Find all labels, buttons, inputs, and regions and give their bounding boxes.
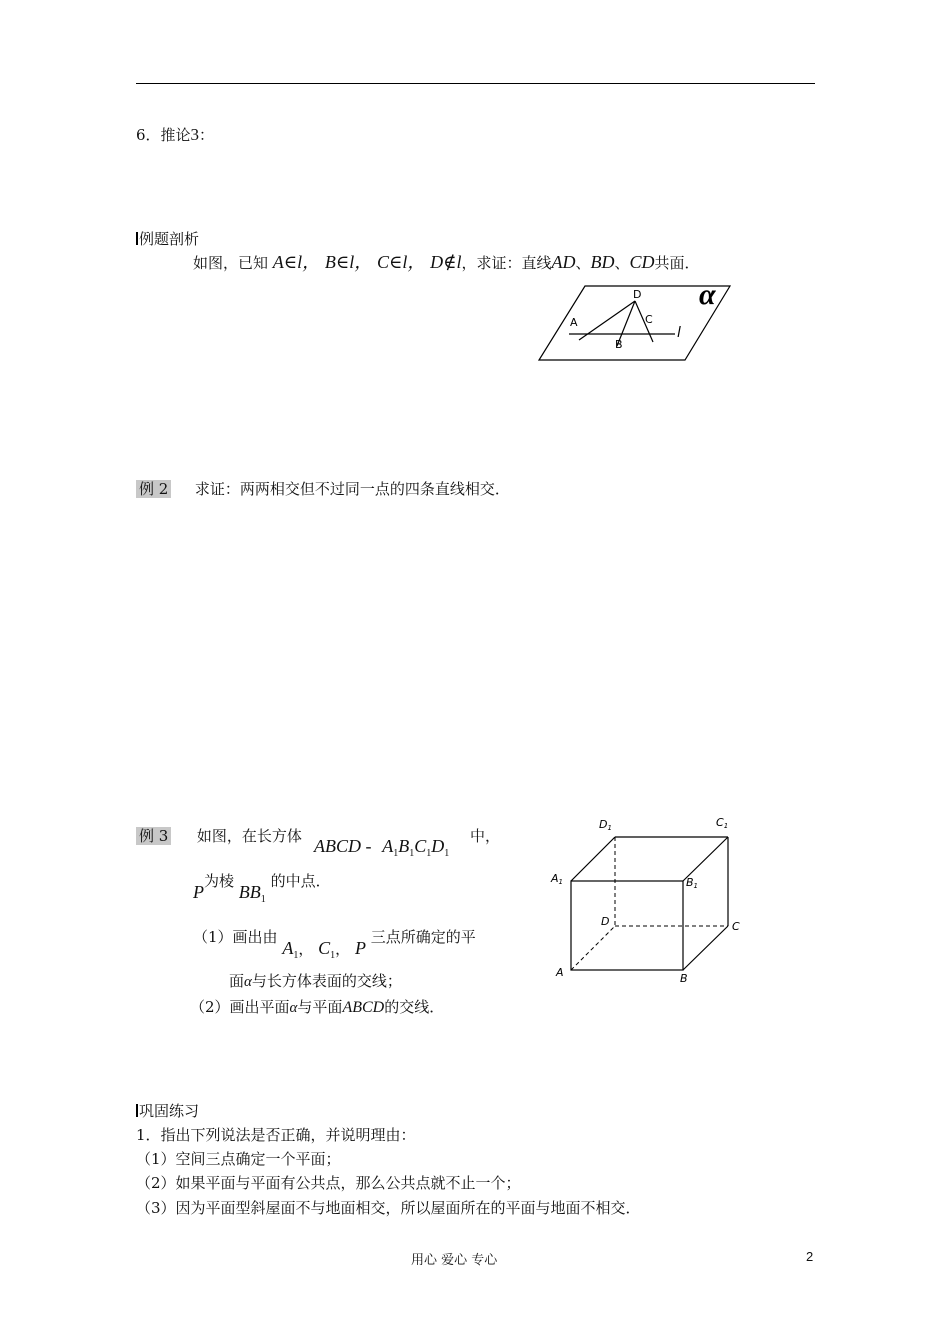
edge-a1d1 — [571, 837, 615, 881]
page-number: 2 — [806, 1249, 814, 1264]
practice-s1: （1）空间三点确定一个平面； — [136, 1150, 341, 1168]
label-D: D — [633, 288, 642, 301]
example-1-figure — [535, 280, 735, 364]
practice-s2: （2）如果平面与平面有公共点，那么公共点就不止一个； — [136, 1174, 521, 1192]
example-3-q2: （2）画出平面α与平面ABCD的交线． — [190, 998, 445, 1016]
example-3-tag: 例 3 — [136, 827, 171, 845]
label-l: l — [677, 325, 681, 341]
label-A1: A1 — [551, 872, 563, 886]
label-B1: B1 — [686, 876, 699, 890]
edge-bc — [683, 926, 728, 970]
label-A: A — [570, 316, 578, 329]
example-3-q1: （1）画出由 $A_1$， $C_1$， P 三点所确定的平 — [193, 928, 476, 961]
edge-ad-hidden — [571, 926, 615, 970]
example-3-q1-cont: 面α与长方体表面的交线； — [229, 972, 402, 990]
example-3-zhong: 中， — [470, 827, 501, 845]
item-6-label: 6．推论 — [136, 126, 191, 144]
label-alpha: α — [699, 280, 716, 311]
example-1-statement: 如图，已知 A∈l， B∈l， C∈l， D∉l，求证：直线AD、BD、CD共面． — [193, 252, 700, 272]
example-2 — [136, 478, 510, 499]
edge-b1c1 — [683, 837, 728, 881]
header-rule — [136, 83, 815, 84]
section-examples-title: 例题剖析 — [136, 228, 199, 249]
cuboid-figure — [545, 812, 755, 992]
practice-title: 巩固练习 — [136, 1100, 199, 1121]
label-C: C — [645, 313, 653, 326]
item-6-colon: ： — [199, 126, 215, 144]
footer-motto: 用心 爱心 专心 — [411, 1253, 498, 1268]
item-6 — [136, 124, 214, 145]
example-2-text: 求证：两两相交但不过同一点的四条直线相交． — [194, 480, 510, 498]
example-2-tag: 例 2 — [136, 480, 171, 498]
bullet-marker — [136, 1104, 138, 1117]
label-C1: C1 — [716, 816, 729, 830]
practice-q1: 1．指出下列说法是否正确，并说明理由： — [136, 1126, 416, 1144]
label-A: A — [556, 966, 564, 979]
label-B: B — [680, 972, 688, 985]
bullet-marker — [136, 232, 138, 245]
item-6-number: 3 — [190, 125, 200, 144]
label-D: D — [601, 915, 610, 928]
label-B: B — [615, 338, 623, 351]
practice-s3: （3）因为平面型斜屋面不与地面相交，所以屋面所在的平面与地面不相交． — [136, 1199, 641, 1217]
label-D1: D1 — [599, 818, 612, 832]
label-C: C — [732, 920, 740, 933]
example-3-solid-name: ABCD - $A_1B_1C_1D_1$ — [314, 836, 450, 859]
example-3-line2: P为棱 $BB_1$ 的中点． — [193, 872, 331, 905]
example-3-tag-row: 例 3 如图，在长方体 — [136, 825, 302, 846]
